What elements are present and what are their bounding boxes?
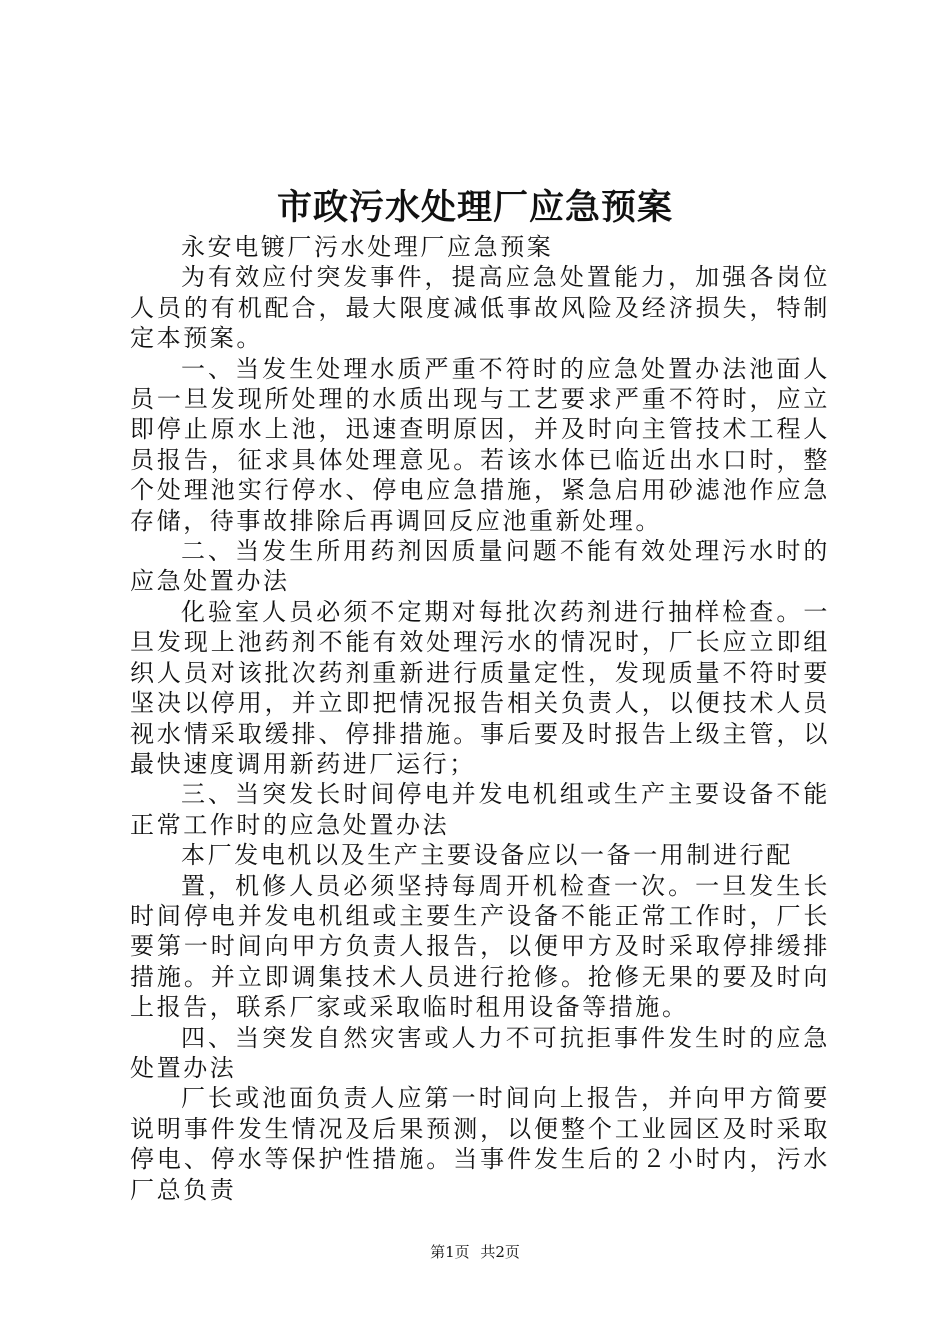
paragraph-section-4-heading: 四、当突发自然灾害或人力不可抗拒事件发生时的应急处置办法 [130,1023,830,1082]
paragraph-section-3-heading: 三、当突发长时间停电并发电机组或生产主要设备不能正常工作时的应急处置办法 [130,780,830,839]
page-total: 共2页 [480,1243,520,1261]
paragraph-section-3-intro: 本厂发电机以及生产主要设备应以一备一用制进行配 [181,841,793,870]
page-number: 第1页 [430,1243,470,1261]
paragraph-section-2-body: 化验室人员必须不定期对每批次药剂进行抽样检查。一旦发现上池药剂不能有效处理污水的情况时，厂长应立即组织人员对该批次药剂重新进行质量定性，发现质量不符时要坚决以停用，并立即把情况报告相关负责人，以便技术人员视水情采取缓排、停排措施。事后要及时报告上级主管，以最快速度调用新药进厂运行； [130,597,830,778]
paragraph-intro: 为有效应付突发事件，提高应急处置能力，加强各岗位人员的有机配合，最大限度减低事故风险及经济损失，特制定本预案。 [130,263,830,353]
paragraph-section-4-body: 厂长或池面负责人应第一时间向上报告，并向甲方简要说明事件发生情况及后果预测，以便整个工业园区及时采取停电、停水等保护性措施。当事件发生后的２小时内，污水厂总负责 [130,1084,830,1204]
paragraph-section-1: 一、当发生处理水质严重不符时的应急处置办法池面人员一旦发现所处理的水质出现与工艺要求严重不符时，应立即停止原水上池，迅速查明原因，并及时向主管技术工程人员报告，征求具体处理意见。若该水体已临近出水口时，整个处理池实行停水、停电应急措施，紧急启用砂滤池作应急存储，待事故排除后再调回反应池重新处理。 [130,354,830,535]
paragraph-section-3-body: 置，机修人员必须坚持每周开机检查一次。一旦发生长时间停电并发电机组或主要生产设备不能正常工作时，厂长要第一时间向甲方负责人报告，以便甲方及时采取停排缓排措施。并立即调集技术人员进行抢修。抢修无果的要及时向上报告，联系厂家或采取临时租用设备等措施。 [130,871,830,1022]
page-footer [0,1242,950,1262]
paragraph-section-2-heading: 二、当发生所用药剂因质量问题不能有效处理污水时的应急处置办法 [130,537,830,596]
document-body [130,232,830,1205]
document-title: 市政污水处理厂应急预案 [276,187,673,228]
paragraph-subtitle: 永安电镀厂污水处理厂应急预案 [181,233,554,261]
